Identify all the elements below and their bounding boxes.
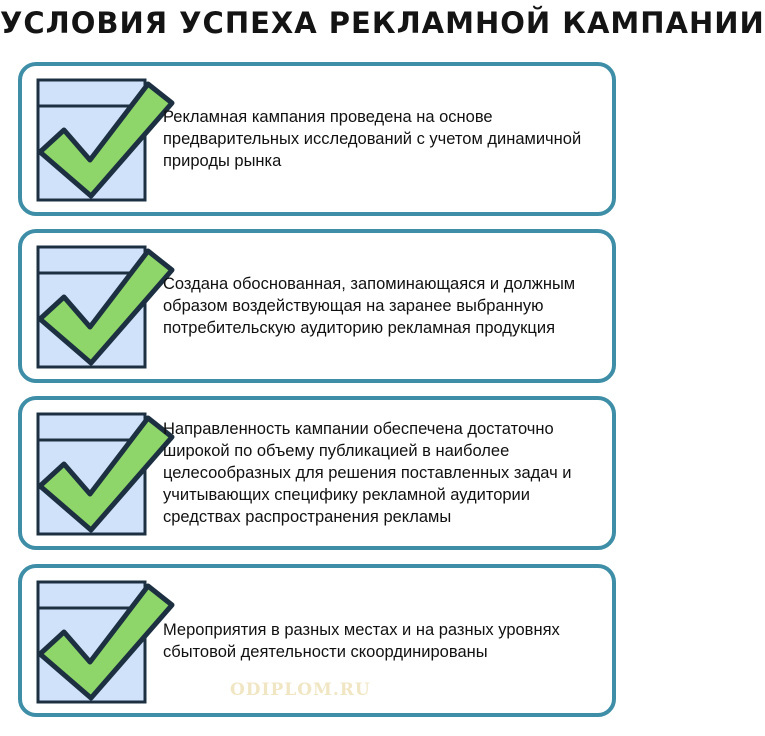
checkbox-checked-icon bbox=[34, 243, 176, 373]
page-title: УСЛОВИЯ УСПЕХА РЕКЛАМНОЙ КАМПАНИИ bbox=[0, 6, 765, 40]
condition-card-3 bbox=[18, 396, 616, 550]
checkbox-checked-icon bbox=[34, 76, 176, 206]
condition-card-2 bbox=[18, 229, 616, 383]
condition-card-1 bbox=[18, 62, 616, 216]
checkbox-checked-icon bbox=[34, 410, 176, 540]
condition-text-3: Направленность кампании обеспечена достаточно широкой по объему публикацией в наиболее целесообразных для решения поставленных задач и учитывающих специфику рекламной аудитории средствах распространения рекламы bbox=[163, 420, 572, 526]
checkbox-checked-icon bbox=[34, 578, 176, 708]
watermark: ODIPLOM.RU bbox=[230, 680, 371, 700]
condition-text-4: Мероприятия в разных местах и на разных уровнях сбытовой деятельности скоординированы bbox=[163, 620, 560, 661]
condition-text-1: Рекламная кампания проведена на основе предварительных исследований с учетом динамичной природы рынка bbox=[163, 108, 582, 170]
condition-text-2: Создана обоснованная, запоминающаяся и должным образом воздействующая на заранее выбранную потребительскую аудиторию рекламная продукция bbox=[163, 275, 576, 337]
